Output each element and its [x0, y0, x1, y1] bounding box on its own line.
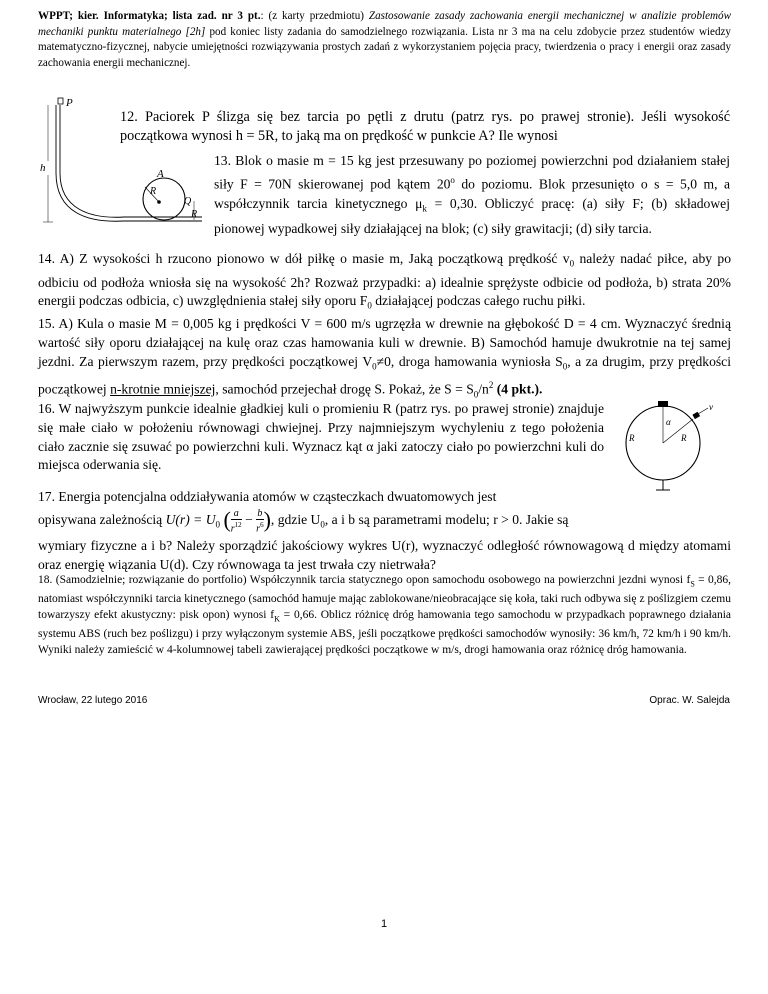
goal-title: Zastosowanie zasady zachowania energii mechanicznej w analizie problemów mechaniki punktu materialnego [2h]: [38, 10, 731, 38]
place-date: Wrocław, 22 lutego 2016: [38, 695, 148, 706]
problem-13: 13. Blok o masie m = 15 kg jest przesuwany po poziomej powierzchni pod działaniem stałej siły F = 70N skierowanej pod kątem 20$^o$ do poziomu. Blok przesunięto o s = 5,0 m, a współczynnik tarcia kinetycznego $\mu_k = 0,30$. Obliczyć pracę: (a) siły F; (b) składowej pionowej wypadkowej siły działającej na blok; (c) siły grawitacji; (d) siły tarcia.: [214, 153, 730, 236]
label-Q: Q: [184, 196, 192, 207]
label-P: P: [66, 97, 73, 109]
problem-17-rest: wymiary fizyczne a i b? Należy sporządzić jakościowy wykres U(r), wyznaczyć odległość równowagową d między atomami oraz energię wiązania U(d). Czy równowaga ta jest trwała czy nietrwała?: [38, 538, 731, 572]
course-title: WPPT; kier. Informatyka; lista zad. nr 3 pt.: [38, 10, 261, 22]
label-alpha: α: [666, 417, 671, 427]
label-A: A: [157, 168, 164, 180]
problem-15: 15. A) Kula o masie M = 0,005 kg i prędkości V = 600 m/s ugrzęzła w drewnie na głębokość D = 4 cm. Wyznaczyć średnią wartość siły oporu działającej na kulę oraz czas hamowania kuli w drewnie. B) Samochód hamuje dwukrotnie na tej samej jezdni. Za pierwszym razem, przy prędkości początkowej $V_0\ne 0$, droga hamowania wyniosła $S_0$, a za drugim, przy prędkości początkowej n-krotnie mniejszej, samochód przejechał drogę S. Pokaż, że $S = S_0/n^2$ (4 pkt.).: [38, 316, 731, 400]
label-R-height: R: [191, 209, 198, 220]
label-R-sphere-2: R: [681, 433, 687, 443]
problem-17-line-1: 17. Energia potencjalna oddziaływania atomów w cząsteczkach dwuatomowych jest: [38, 489, 497, 504]
header-description: pod koniec listy zadania do samodzielnego rozwiązania. Lista nr 3 ma na celu zdobycie przez studentów wiedzy matematyczno-fizycznej, nabycie umiejętności rozwiązywania prostych zadań z wykorzystaniem pojęcia pracy, twierdzenia o pracy i energii oraz zasady zachowania energii mechanicznej.: [38, 25, 731, 69]
problem-14: 14. A) Z wysokości h rzucono pionowo w dół piłkę o masie m, Jaką początkową prędkość $v_0$ należy nadać piłce, aby po odbiciu od podłoża wniosła się na wysokość 2h? Rozważ przypadki: a) idealnie sprężyste odbicie od podłoża, b) strata 20% energii podczas odbicia, c) uwzględnienia stałej siły oporu $F_0$ działającej podczas całego ruchu piłki.: [38, 251, 731, 312]
page-number: 1: [380, 918, 388, 930]
label-h: h: [40, 162, 46, 174]
problem-12: 12. Paciorek P ślizga się bez tarcia po pętli z drutu (patrz rys. po prawej stronie). Jeśli wysokość początkowa wynosi h = 5R, to jaką ma on prędkość w punkcie A? Ile wynosi: [120, 109, 730, 144]
problem-16: 16. W najwyższym punkcie idealnie gładkiej kuli o promieniu R (patrz rys. po prawej stronie) znajduje się małe ciało w położeniu równowagi chwiejnej. Przy najmniejszym wychyleniu z tego położenia ciało zacznie się zsuwać po powierzchni kuli. Wyznacz kąt α jaki zatoczy ciało po powierzchni kuli do miejsca oderwania się.: [38, 401, 604, 473]
label-R-radius: R: [150, 186, 157, 197]
header: WPPT; kier. Informatyka; lista zad. nr 3 pt.: (z karty przedmiotu) Zastosowanie zasady zachowania energii mechanicznej w analizie problemów mechaniki punktu materialnego [2h] pod koniec listy zadania do samodzielnego rozwiązania. Lista nr 3 ma na celu zdobycie przez studentów wiedzy matematyczno-fizycznej, nabycie umiejętności rozwiązywania prostych zadań z wykorzystaniem pojęcia pracy, twierdzenia o pracy i energii oraz zasady zachowania energii mechanicznej.: [38, 10, 731, 69]
problem-17-formula-line: opisywana zależnością $U(r) = U_0$ ( a $r^{12}$ − b $r^6$), gdzie $U_0$, a i b są parametrami modelu; r > 0. Jakie są: [38, 507, 569, 535]
label-v: v: [709, 402, 713, 412]
label-R-sphere: R: [629, 433, 635, 443]
formula-lhs: U(r) = U: [165, 512, 216, 527]
problem-18: 18. (Samodzielnie; rozwiązanie do portfolio) Współczynnik tarcia statycznego opon samochodu osobowego na powierzchni jezdni wynosi $f_S = 0,86$, natomiast współczynniki tarcia kinetycznego (samochód hamuje mając zablokowane/nieobracające się koła, taki ruch odbywa się z poślizgiem czemu towarzyszy efekt akustyczny: pisk opon) wynosi $f_K = 0,66$. Oblicz różnicę dróg hamowania tego samochodu w przypadkach poprawnego działania systemu ABS (ruch bez poślizgu) i przy wyłączonym systemie ABS, jeśli początkowe prędkości samochodów wynosiły: 36 km/h, 72 km/h i 90 km/h. Wyniki należy zamieścić w 4-kolumnowej tabeli zawierającej prędkości początkowe w m/s, drogi hamowania oraz różnicę dróg hamowania.: [38, 574, 732, 656]
author: Oprac. W. Salejda: [649, 695, 730, 706]
sphere-figure: [608, 392, 728, 492]
